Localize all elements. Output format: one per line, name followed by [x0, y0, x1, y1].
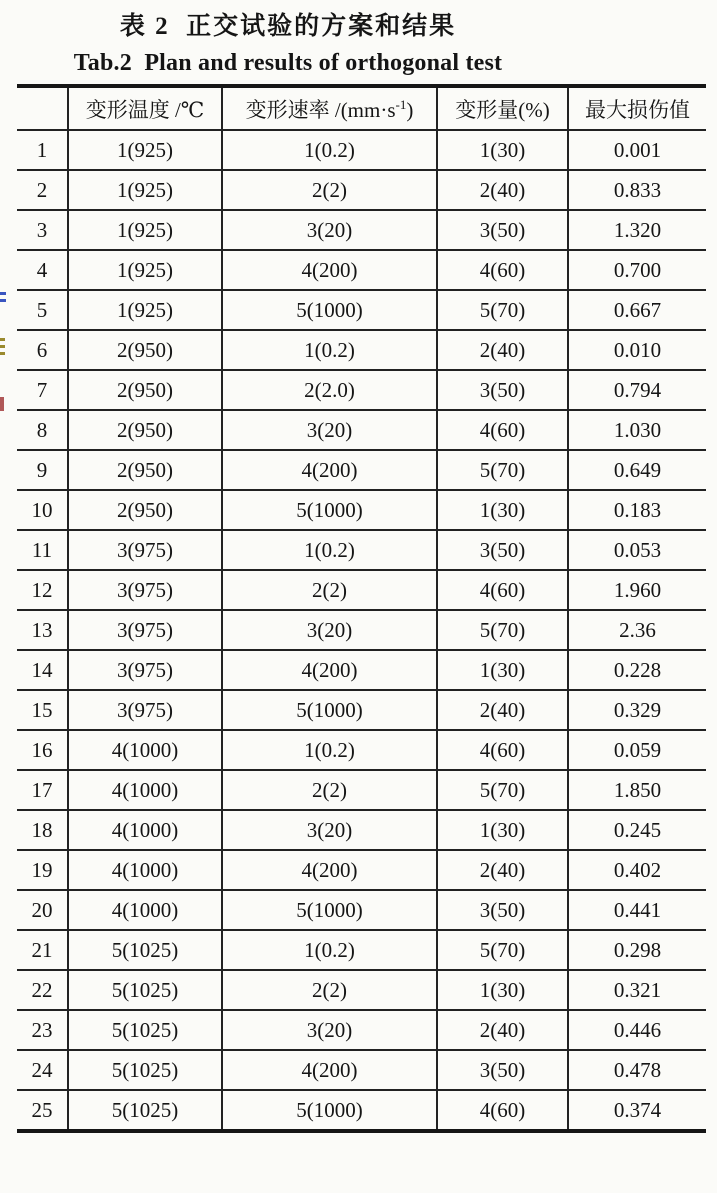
table-row — [17, 370, 706, 410]
deformation-amount-cell: 5(70) — [437, 770, 568, 810]
table-row — [17, 690, 706, 730]
deformation-temperature-cell: 1(925) — [68, 210, 222, 250]
table-row — [17, 850, 706, 890]
max-damage-value-cell: 0.329 — [568, 690, 706, 730]
max-damage-value-cell: 1.960 — [568, 570, 706, 610]
table-row — [17, 410, 706, 450]
deformation-rate-cell: 2(2) — [222, 970, 437, 1010]
deformation-rate-cell: 2(2) — [222, 570, 437, 610]
deformation-rate-cell: 1(0.2) — [222, 930, 437, 970]
row-number-cell: 23 — [17, 1010, 68, 1050]
deformation-rate-cell: 4(200) — [222, 650, 437, 690]
row-number-cell: 11 — [17, 530, 68, 570]
deformation-rate-cell: 2(2.0) — [222, 370, 437, 410]
max-damage-value-cell: 1.030 — [568, 410, 706, 450]
table-row — [17, 810, 706, 850]
deformation-amount-cell: 4(60) — [437, 250, 568, 290]
deformation-temperature-cell: 2(950) — [68, 370, 222, 410]
deformation-temperature-cell: 3(975) — [68, 690, 222, 730]
row-number-cell: 20 — [17, 890, 68, 930]
deformation-amount-cell: 2(40) — [437, 330, 568, 370]
row-number-cell: 1 — [17, 130, 68, 170]
table-row — [17, 930, 706, 970]
row-number-cell: 16 — [17, 730, 68, 770]
deformation-temperature-cell: 4(1000) — [68, 810, 222, 850]
table-row — [17, 730, 706, 770]
deformation-rate-cell: 4(200) — [222, 250, 437, 290]
table-body — [17, 130, 706, 1131]
deformation-temperature-cell: 2(950) — [68, 490, 222, 530]
orthogonal-test-table — [17, 84, 706, 1133]
deformation-temperature-cell: 3(975) — [68, 530, 222, 570]
max-damage-value-cell: 0.321 — [568, 970, 706, 1010]
deformation-temperature-cell: 2(950) — [68, 330, 222, 370]
table-row — [17, 970, 706, 1010]
max-damage-value-cell: 0.183 — [568, 490, 706, 530]
row-number-cell: 6 — [17, 330, 68, 370]
max-damage-value-cell: 0.010 — [568, 330, 706, 370]
deformation-amount-cell: 4(60) — [437, 570, 568, 610]
deformation-temperature-cell: 5(1025) — [68, 970, 222, 1010]
max-damage-value-cell: 0.649 — [568, 450, 706, 490]
max-damage-value-cell: 0.402 — [568, 850, 706, 890]
deformation-rate-cell: 5(1000) — [222, 890, 437, 930]
table-row — [17, 770, 706, 810]
deformation-rate-cell: 4(200) — [222, 1050, 437, 1090]
table-row — [17, 130, 706, 170]
max-damage-value-cell: 0.245 — [568, 810, 706, 850]
table-title-en: Tab.2 Plan and results of orthogonal test — [73, 50, 503, 76]
max-damage-value-cell: 0.298 — [568, 930, 706, 970]
scan-artifact — [0, 299, 6, 302]
deformation-rate-cell: 3(20) — [222, 810, 437, 850]
deformation-rate-cell: 1(0.2) — [222, 130, 437, 170]
deformation-amount-cell: 5(70) — [437, 930, 568, 970]
deformation-amount-cell: 2(40) — [437, 1010, 568, 1050]
deformation-amount-cell: 4(60) — [437, 730, 568, 770]
row-number-cell: 2 — [17, 170, 68, 210]
row-number-cell: 18 — [17, 810, 68, 850]
deformation-amount-cell: 5(70) — [437, 450, 568, 490]
header-deformation-amount: 变形量(%) — [437, 86, 568, 130]
deformation-amount-cell: 5(70) — [437, 290, 568, 330]
max-damage-value-cell: 1.850 — [568, 770, 706, 810]
table-row — [17, 1050, 706, 1090]
table-row — [17, 530, 706, 570]
deformation-temperature-cell: 5(1025) — [68, 1050, 222, 1090]
row-number-cell: 4 — [17, 250, 68, 290]
table-row — [17, 170, 706, 210]
deformation-amount-cell: 1(30) — [437, 650, 568, 690]
table-row — [17, 610, 706, 650]
table-row — [17, 570, 706, 610]
deformation-amount-cell: 3(50) — [437, 210, 568, 250]
row-number-cell: 12 — [17, 570, 68, 610]
scan-artifact — [0, 292, 6, 295]
header-row-number — [17, 86, 68, 130]
table-row — [17, 490, 706, 530]
table-row — [17, 210, 706, 250]
deformation-rate-cell: 2(2) — [222, 770, 437, 810]
row-number-cell: 14 — [17, 650, 68, 690]
deformation-rate-cell: 5(1000) — [222, 290, 437, 330]
max-damage-value-cell: 0.374 — [568, 1090, 706, 1131]
row-number-cell: 8 — [17, 410, 68, 450]
row-number-cell: 5 — [17, 290, 68, 330]
row-number-cell: 10 — [17, 490, 68, 530]
deformation-temperature-cell: 5(1025) — [68, 1090, 222, 1131]
scan-artifact — [0, 397, 4, 411]
header-deformation-rate: 变形速率 $/(mm\cdot s^{-1})$ — [222, 86, 437, 130]
deformation-amount-cell: 2(40) — [437, 690, 568, 730]
max-damage-value-cell: 0.667 — [568, 290, 706, 330]
row-number-cell: 19 — [17, 850, 68, 890]
row-number-cell: 25 — [17, 1090, 68, 1131]
deformation-temperature-cell: 4(1000) — [68, 850, 222, 890]
max-damage-value-cell: 0.446 — [568, 1010, 706, 1050]
superscript-minus-one: -1 — [395, 96, 407, 112]
deformation-amount-cell: 1(30) — [437, 490, 568, 530]
table-caption — [0, 6, 576, 77]
deformation-temperature-cell: 4(1000) — [68, 770, 222, 810]
row-number-cell: 13 — [17, 610, 68, 650]
deformation-rate-cell: 5(1000) — [222, 690, 437, 730]
deformation-rate-cell: 5(1000) — [222, 490, 437, 530]
deformation-rate-cell: 1(0.2) — [222, 730, 437, 770]
row-number-cell: 22 — [17, 970, 68, 1010]
row-number-cell: 24 — [17, 1050, 68, 1090]
deformation-temperature-cell: 1(925) — [68, 250, 222, 290]
max-damage-value-cell: 0.001 — [568, 130, 706, 170]
deformation-amount-cell: 1(30) — [437, 130, 568, 170]
deformation-temperature-cell: 5(1025) — [68, 930, 222, 970]
deformation-amount-cell: 1(30) — [437, 970, 568, 1010]
deformation-amount-cell: 3(50) — [437, 530, 568, 570]
table-row — [17, 1010, 706, 1050]
max-damage-value-cell: 2.36 — [568, 610, 706, 650]
deformation-rate-cell: 3(20) — [222, 610, 437, 650]
header-max-damage-value: 最大损伤值 — [568, 86, 706, 130]
deformation-temperature-cell: 2(950) — [68, 410, 222, 450]
deformation-amount-cell: 3(50) — [437, 370, 568, 410]
max-damage-value-cell: 0.053 — [568, 530, 706, 570]
deformation-rate-cell: 3(20) — [222, 210, 437, 250]
deformation-temperature-cell: 4(1000) — [68, 730, 222, 770]
deformation-temperature-cell: 1(925) — [68, 290, 222, 330]
row-number-cell: 15 — [17, 690, 68, 730]
scan-artifact — [0, 338, 5, 341]
header-deformation-temperature: 变形温度 /℃ — [68, 86, 222, 130]
deformation-rate-cell: 3(20) — [222, 1010, 437, 1050]
max-damage-value-cell: 0.228 — [568, 650, 706, 690]
deformation-rate-cell: 2(2) — [222, 170, 437, 210]
deformation-rate-cell: 4(200) — [222, 850, 437, 890]
max-damage-value-cell: 0.478 — [568, 1050, 706, 1090]
deformation-rate-cell: 5(1000) — [222, 1090, 437, 1131]
deformation-amount-cell: 2(40) — [437, 170, 568, 210]
deformation-temperature-cell: 5(1025) — [68, 1010, 222, 1050]
deformation-rate-cell: 3(20) — [222, 410, 437, 450]
table-row — [17, 450, 706, 490]
row-number-cell: 9 — [17, 450, 68, 490]
deformation-amount-cell: 1(30) — [437, 810, 568, 850]
table-row — [17, 250, 706, 290]
scan-artifact — [0, 345, 5, 348]
max-damage-value-cell: 0.700 — [568, 250, 706, 290]
table-row — [17, 330, 706, 370]
scan-artifact — [0, 352, 5, 355]
deformation-amount-cell: 3(50) — [437, 890, 568, 930]
row-number-cell: 3 — [17, 210, 68, 250]
max-damage-value-cell: 1.320 — [568, 210, 706, 250]
deformation-rate-cell: 1(0.2) — [222, 530, 437, 570]
deformation-amount-cell: 2(40) — [437, 850, 568, 890]
deformation-temperature-cell: 3(975) — [68, 570, 222, 610]
deformation-temperature-cell: 4(1000) — [68, 890, 222, 930]
table-row — [17, 650, 706, 690]
deformation-temperature-cell: 3(975) — [68, 610, 222, 650]
deformation-temperature-cell: 3(975) — [68, 650, 222, 690]
deformation-amount-cell: 3(50) — [437, 1050, 568, 1090]
deformation-amount-cell: 4(60) — [437, 410, 568, 450]
deformation-rate-cell: 4(200) — [222, 450, 437, 490]
deformation-amount-cell: 5(70) — [437, 610, 568, 650]
max-damage-value-cell: 0.441 — [568, 890, 706, 930]
row-number-cell: 21 — [17, 930, 68, 970]
table-title-zh: 表 2 正交试验的方案和结果 — [119, 13, 457, 40]
row-number-cell: 17 — [17, 770, 68, 810]
max-damage-value-cell: 0.794 — [568, 370, 706, 410]
deformation-temperature-cell: 2(950) — [68, 450, 222, 490]
deformation-temperature-cell: 1(925) — [68, 130, 222, 170]
table-row — [17, 290, 706, 330]
max-damage-value-cell: 0.059 — [568, 730, 706, 770]
deformation-amount-cell: 4(60) — [437, 1090, 568, 1131]
deformation-rate-cell: 1(0.2) — [222, 330, 437, 370]
max-damage-value-cell: 0.833 — [568, 170, 706, 210]
deformation-temperature-cell: 1(925) — [68, 170, 222, 210]
row-number-cell: 7 — [17, 370, 68, 410]
table-row — [17, 1090, 706, 1131]
table-row — [17, 890, 706, 930]
header-row — [17, 86, 706, 130]
